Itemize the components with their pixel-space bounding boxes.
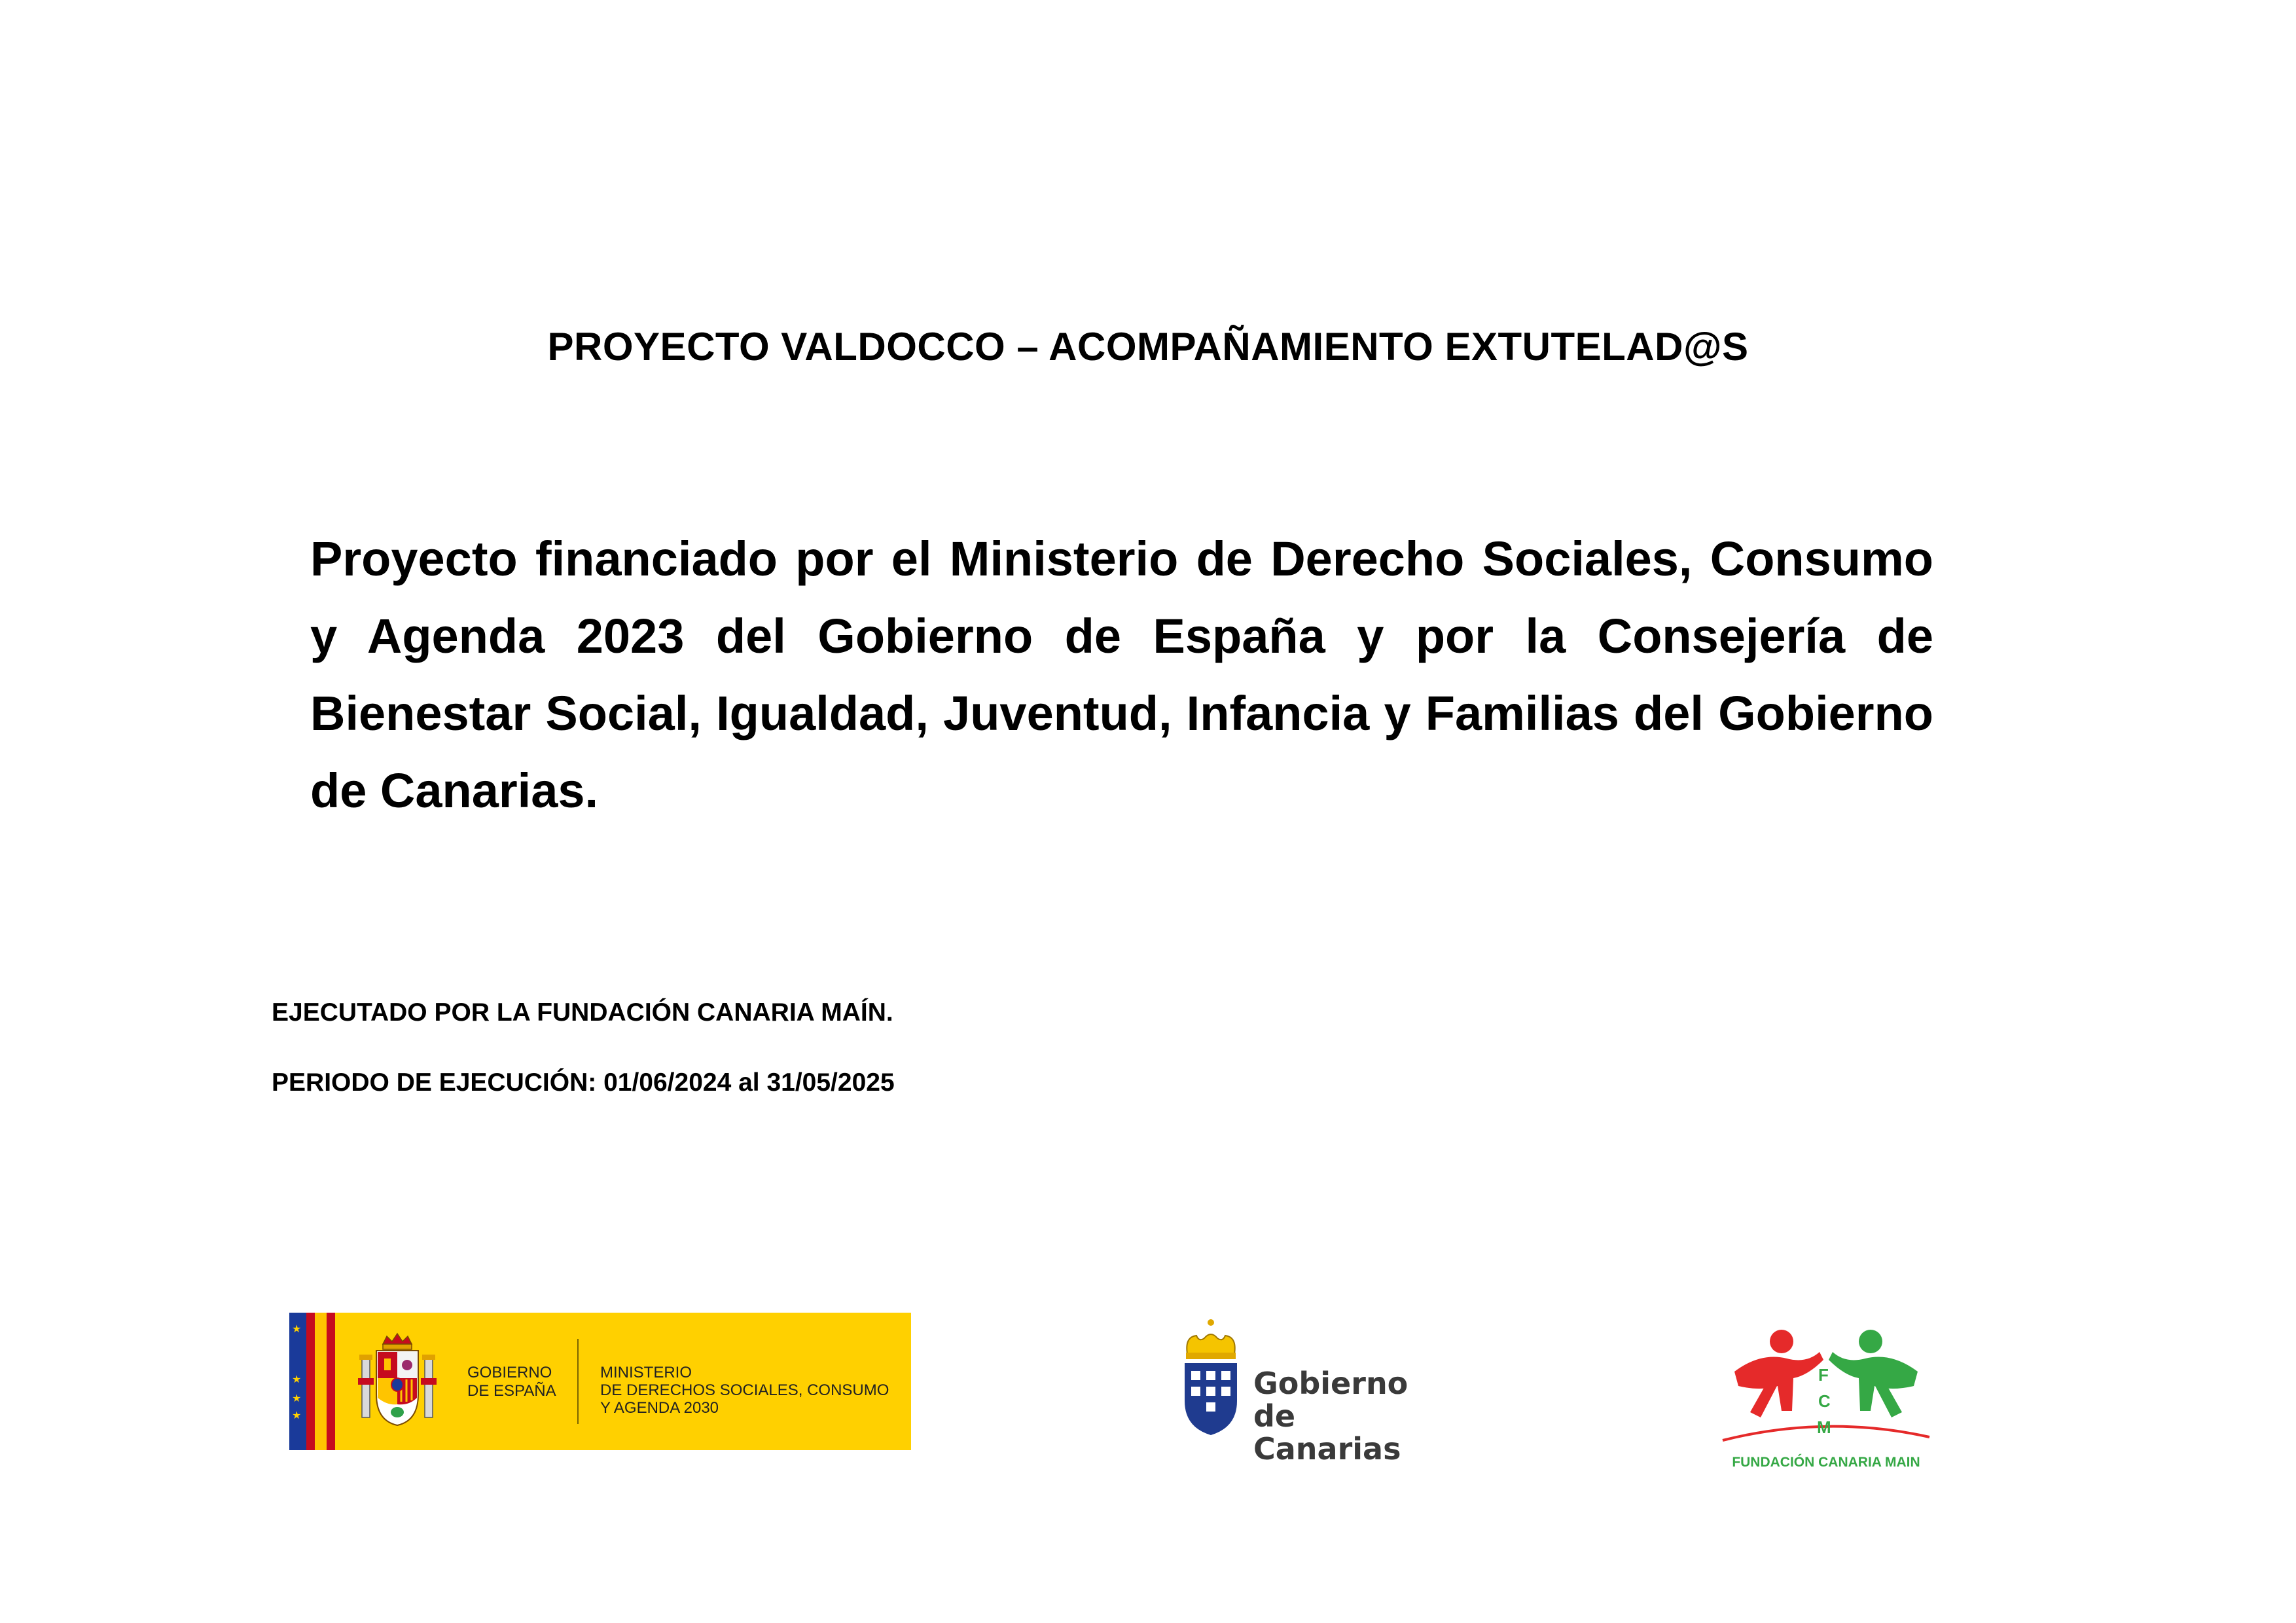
executed-by: EJECUTADO POR LA FUNDACIÓN CANARIA MAÍN. xyxy=(272,998,893,1027)
gobierno-label-line: GOBIERNO xyxy=(467,1364,552,1381)
gobierno-canarias-label xyxy=(1253,1367,1453,1465)
ministry-label xyxy=(600,1364,889,1417)
gobierno-espana-logo xyxy=(289,1313,911,1450)
fcm-caption: FUNDACIÓN CANARIA MAIN xyxy=(1732,1455,1920,1470)
ministry-line: DE DERECHOS SOCIALES, CONSUMO xyxy=(600,1381,889,1399)
spain-flag-strip xyxy=(306,1313,335,1450)
gobierno-espana-label xyxy=(467,1364,556,1400)
fcm-letter-f: F xyxy=(1818,1365,1829,1385)
canarias-line: de Canarias xyxy=(1253,1398,1401,1467)
gobierno-canarias-logo xyxy=(1178,1316,1453,1467)
spain-coat-of-arms-icon xyxy=(358,1332,437,1431)
eu-star-icon: ★ xyxy=(292,1324,302,1335)
execution-period: PERIODO DE EJECUCIÓN: 01/06/2024 al 31/05/2025 xyxy=(272,1068,895,1097)
funding-statement: Proyecto financiado por el Ministerio de Derecho Sociales, Consumo y Agenda 2023 del Gobierno de España y por la Consejería de Bienestar Social, Igualdad, Juventud, Infancia y Familias del Gobierno de Canarias. xyxy=(310,532,1933,818)
canarias-crest-icon xyxy=(1178,1316,1244,1440)
espana-label-line: DE ESPAÑA xyxy=(467,1382,556,1400)
fcm-letter-m: M xyxy=(1817,1417,1831,1437)
fcm-letter-c: C xyxy=(1818,1391,1831,1411)
ministry-line: Y AGENDA 2030 xyxy=(600,1399,719,1417)
canarias-line: Gobierno xyxy=(1253,1366,1408,1401)
divider xyxy=(577,1339,579,1424)
fundacion-canaria-main-logo xyxy=(1721,1326,1931,1476)
eu-star-icon: ★ xyxy=(292,1410,302,1421)
document-title: PROYECTO VALDOCCO – ACOMPAÑAMIENTO EXTUTELAD@S xyxy=(547,325,1749,369)
eu-star-icon: ★ xyxy=(292,1374,302,1385)
eu-star-icon: ★ xyxy=(292,1393,302,1404)
ministry-line: MINISTERIO xyxy=(600,1364,692,1381)
eu-flag-strip xyxy=(289,1313,306,1450)
